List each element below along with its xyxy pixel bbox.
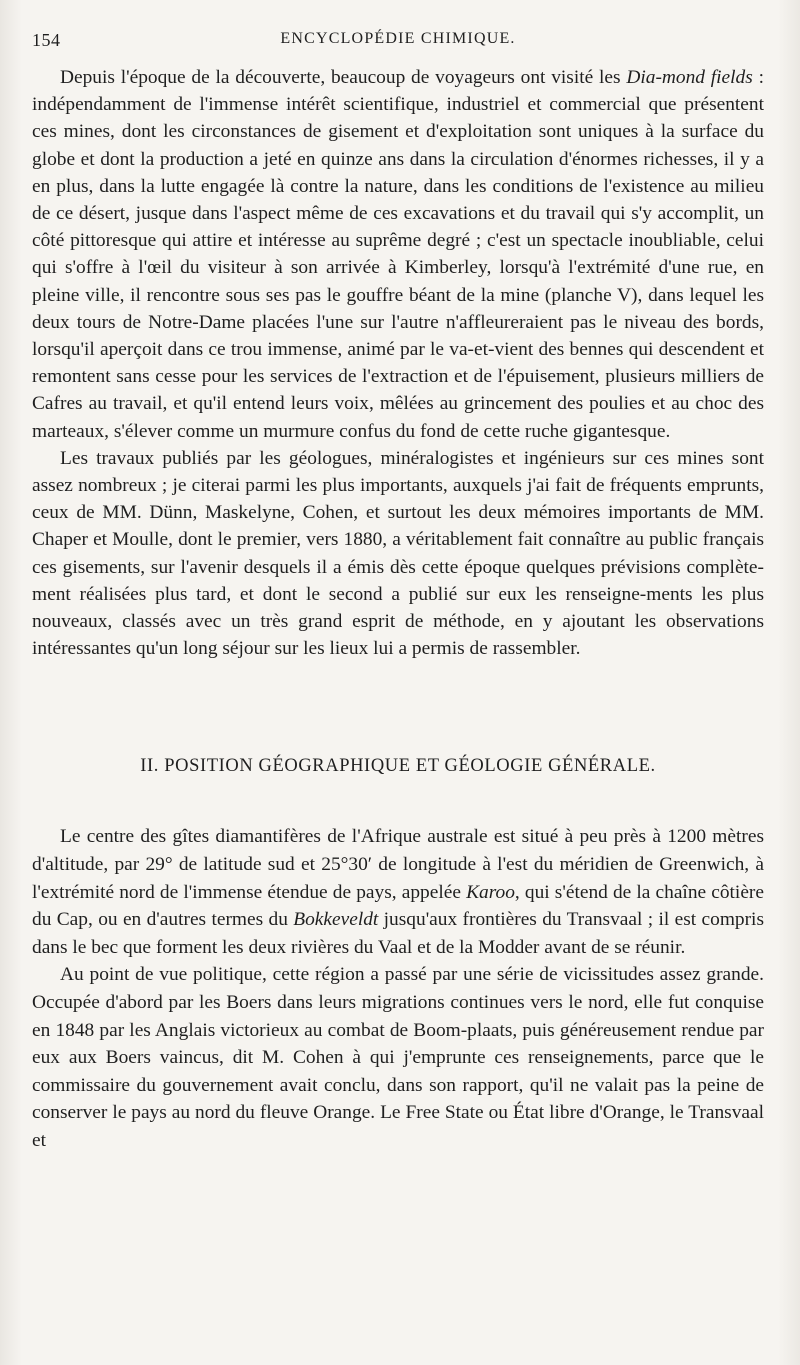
page-number: 154 bbox=[32, 30, 61, 50]
paragraph-works-published: Les travaux publiés par les géologues, minéralogistes et ingénieurs sur ces mines sont assez nombreux ; je citerai parmi les plus importants, auxquels j'ai fait de fréquents emprunts, ceux de MM. Dünn, Maskelyne, Cohen, et surtout les deux mémoires importants de MM. Chaper et Moulle, dont le premier, vers 1880, a véritablement fait connaître au public français ces gisements, sur l'avenir desquels il a émis dès cette époque quelques prévisions complète-ment réalisées plus tard, et dont le second a publié sur eux les renseigne-ments les plus nouveaux, classés avec un très grand esprit de méthode, en y ajoutant les observations intéressantes qu'un long séjour sur les lieux lui a permis de rassembler. bbox=[32, 447, 764, 660]
section-title: II. POSITION GÉOGRAPHIQUE ET GÉOLOGIE GÉNÉRALE. bbox=[140, 756, 656, 777]
running-head: ENCYCLOPÉDIE CHIMIQUE. bbox=[280, 30, 516, 47]
italic-term-karoo: Karoo bbox=[466, 881, 515, 903]
paragraph-text: , qui s'étend de la chaîne côtière du Cap, ou en d'autres termes du bbox=[32, 881, 764, 931]
paragraph-diamond-fields bbox=[32, 64, 764, 445]
page-header bbox=[32, 30, 764, 60]
paragraph-political-history: Au point de vue politique, cette région a passé par une série de vicissitudes assez grande. Occupée d'abord par les Boers dans leurs migrations continues vers le nord, elle fut conquise en 1848 par les Anglais victorieux au combat de Boom-plaats, puis généreusement rendue par eux aux Boers vaincus, dit M. Cohen à qui j'emprunte ces renseignements, parce que le commissaire du gouvernement avait conclu, dans son rapport, qu'il ne valait pas la peine de conserver le pays au nord du fleuve Orange. Le Free State ou État libre d'Orange, le Transvaal et bbox=[32, 964, 764, 1151]
paragraph-text: : indépendamment de l'immense intérêt scientifique, industriel et commercial que présentent ces mines, dont les circonstances de gisement et d'exploitation sont uniques à la surface du globe et dont la production a jeté en quinze ans dans la circulation d'énormes richesses, il y a en plus, dans la lutte engagée là contre la nature, dans les conditions de l'existence au milieu de ce désert, jusque dans l'aspect même de ces excavations et du travail qui s'y accomplit, un côté pittoresque qui attire et intéresse au suprême degré ; c'est un spectacle inoubliable, celui qui s'offre à l'œil du visiteur à son arrivée à Kimberley, lorsqu'à l'extrémité d'une rue, en pleine ville, il rencontre sous ses pas le gouffre béant de la mine (planche V), dans lequel les deux tours de Notre-Dame placées l'une sur l'autre n'affleureraient pas le niveau des bords, lorsqu'il aperçoit dans ce trou immense, animé par le va-et-vient des bennes qui descendent et remontent sans cesse pour les services de l'extraction et de l'épuisement, plusieurs milliers de Cafres au travail, et qu'il entend leurs voix, mêlées au grincement des poulies et au choc des marteaux, s'élever comme un murmure confus du fond de cette ruche gigantesque. bbox=[32, 67, 764, 442]
italic-term-bokkeveldt: Bokkeveldt bbox=[293, 909, 379, 931]
paragraph-text: Le centre des gîtes diamantifères de l'Afrique australe est situé à peu près à 1200 mètres d'altitude, par 29° de latitude sud et 25°30′ de longitude à l'est du méridien de Greenwich, à l'extrémité nord de l'immense étendue de pays, appelée bbox=[32, 826, 764, 903]
paragraph-geographic-position bbox=[32, 823, 764, 961]
paragraph-text: jusqu'aux frontières du Transvaal ; il est compris dans le bec que forment les deux rivières du Vaal et de la Modder avant de se réunir. bbox=[32, 909, 764, 958]
paragraph-text: Depuis l'époque de la découverte, beaucoup de voyageurs ont visité les bbox=[60, 67, 627, 88]
italic-term-diamond-fields: Dia-mond fields bbox=[626, 67, 753, 88]
